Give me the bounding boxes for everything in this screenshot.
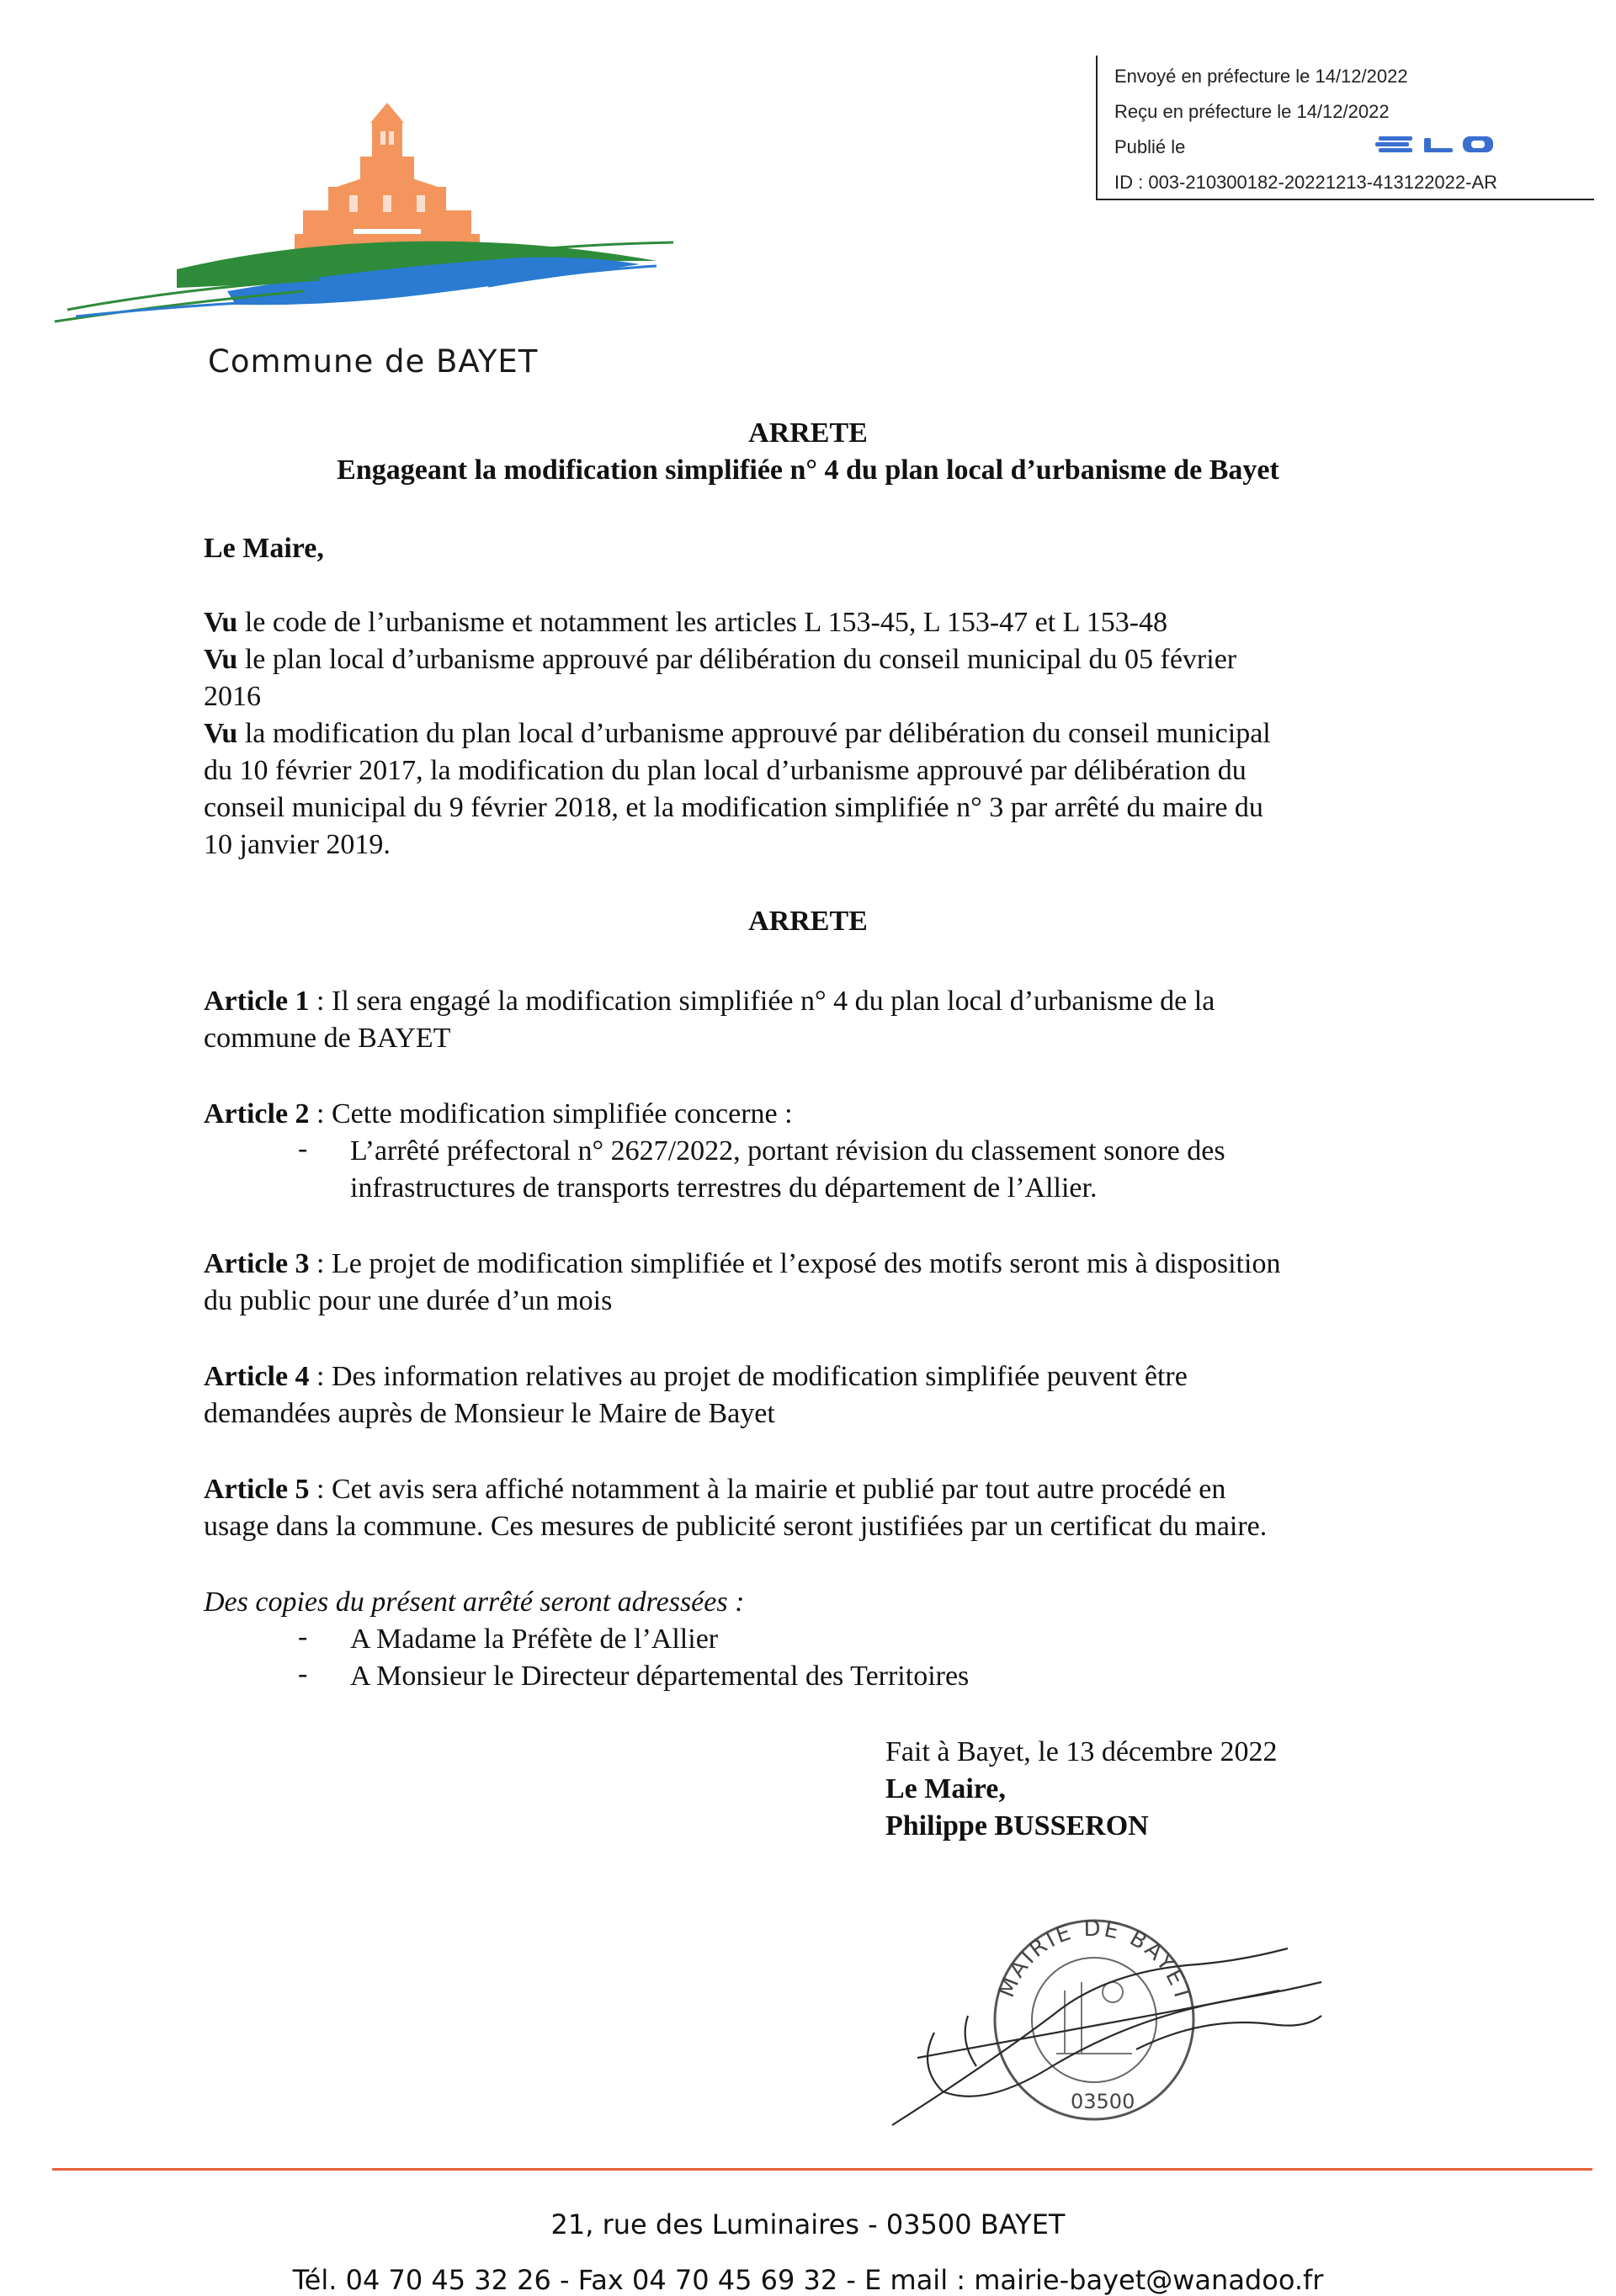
list-bullet: -: [298, 1658, 308, 1689]
mairie-stamp: [884, 1898, 1338, 2150]
prefecture-sent: Envoyé en préfecture le 14/12/2022: [1114, 66, 1408, 87]
signature-role: Le Maire,: [885, 1773, 1006, 1804]
vu-clause-3-text: la modification du plan local d’urbanisme approuvé par délibération du conseil municipal: [237, 718, 1271, 749]
vu-clause-3-line-3: conseil municipal du 9 février 2018, et la modification simplifiée n° 3 par arrêté du maire du: [204, 792, 1263, 823]
stamp-bottom-text: 03500: [1071, 2090, 1135, 2113]
copies-item: A Madame la Préfète de l’Allier: [350, 1624, 719, 1655]
article-3-text: : Le projet de modification simplifiée et l’exposé des motifs seront mis à disposition: [309, 1248, 1281, 1279]
document-subtitle: Engageant la modification simplifiée n° 4 du plan local d’urbanisme de Bayet: [337, 454, 1279, 486]
list-bullet: -: [298, 1621, 308, 1652]
footer-rule: [52, 2168, 1592, 2171]
article-1-line-2: commune de BAYET: [204, 1023, 451, 1054]
copies-item: A Monsieur le Directeur départemental des Territoires: [350, 1661, 970, 1692]
article-3-line-2: du public pour une durée d’un mois: [204, 1285, 613, 1316]
svg-text:MAIRIE DE BAYET: [994, 1916, 1196, 2006]
vu-keyword: Vu: [204, 718, 238, 749]
vu-clause-3-line-2: du 10 février 2017, la modification du plan local d’urbanisme approuvé par délibération du: [204, 755, 1247, 786]
prefecture-stamp-box: [1096, 56, 1594, 200]
copies-intro: Des copies du présent arrêté seront adressées :: [204, 1586, 745, 1618]
article-5-label: Article 5: [204, 1474, 310, 1505]
article-4-text: : Des information relatives au projet de modification simplifiée peuvent être: [309, 1361, 1188, 1392]
article-4-label: Article 4: [204, 1361, 310, 1392]
article-2-item: L’arrêté préfectoral n° 2627/2022, portant révision du classement sonore des: [350, 1135, 1225, 1167]
article-5-line-2: usage dans la commune. Ces mesures de publicité seront justifiées par un certificat du maire.: [204, 1511, 1268, 1542]
article-1-label: Article 1: [204, 986, 310, 1017]
decision-heading: ARRETE: [748, 906, 868, 937]
list-bullet: -: [298, 1133, 308, 1164]
vu-clause-1: [204, 604, 1167, 641]
article-3-label: Article 3: [204, 1248, 310, 1279]
commune-logo: [50, 93, 690, 345]
preamble-maire: Le Maire,: [204, 533, 324, 564]
article-1-text: : Il sera engagé la modification simplifiée n° 4 du plan local d’urbanisme de la: [309, 986, 1215, 1017]
stamp-top-text: MAIRIE DE BAYET: [994, 1916, 1196, 2006]
vu-clause-2-text: le plan local d’urbanisme approuvé par délibération du conseil municipal du 05 février: [237, 644, 1237, 675]
signature-place-date: Fait à Bayet, le 13 décembre 2022: [885, 1736, 1278, 1767]
article-1: [204, 983, 1215, 1020]
document-title: ARRETE: [748, 417, 868, 449]
article-2-text: : Cette modification simplifiée concerne :: [309, 1098, 793, 1129]
commune-name: Commune de BAYET: [208, 343, 539, 380]
vu-keyword: Vu: [204, 644, 238, 675]
article-5: [204, 1471, 1225, 1508]
vu-clause-1-text: le code de l’urbanisme et notamment les articles L 153-45, L 153-47 et L 153-48: [237, 607, 1168, 638]
vu-clause-3: [204, 715, 1271, 752]
vu-keyword: Vu: [204, 607, 238, 638]
article-4: [204, 1358, 1188, 1395]
article-2-label: Article 2: [204, 1098, 310, 1129]
article-5-text: : Cet avis sera affiché notamment à la mairie et publié par tout autre procédé en: [309, 1474, 1226, 1505]
footer-contact: Tél. 04 70 45 32 26 - Fax 04 70 45 69 32 - E mail : mairie-bayet@wanadoo.fr: [292, 2264, 1324, 2296]
slo-logo-icon: [1375, 133, 1502, 155]
vu-clause-3-line-4: 10 janvier 2019.: [204, 829, 391, 860]
vu-clause-2: [204, 641, 1236, 678]
prefecture-received: Reçu en préfecture le 14/12/2022: [1114, 101, 1390, 122]
article-4-line-2: demandées auprès de Monsieur le Maire de Bayet: [204, 1398, 775, 1429]
article-3: [204, 1246, 1280, 1283]
prefecture-id: ID : 003-210300182-20221213-413122022-AR: [1114, 172, 1498, 193]
footer-address: 21, rue des Luminaires - 03500 BAYET: [550, 2208, 1066, 2240]
article-2-item-line-2: infrastructures de transports terrestres du département de l’Allier.: [350, 1172, 1098, 1204]
vu-clause-2-line-2: 2016: [204, 681, 261, 712]
article-2: [204, 1096, 793, 1133]
signature-name: Philippe BUSSERON: [885, 1810, 1149, 1842]
prefecture-published: Publié le: [1114, 136, 1186, 157]
